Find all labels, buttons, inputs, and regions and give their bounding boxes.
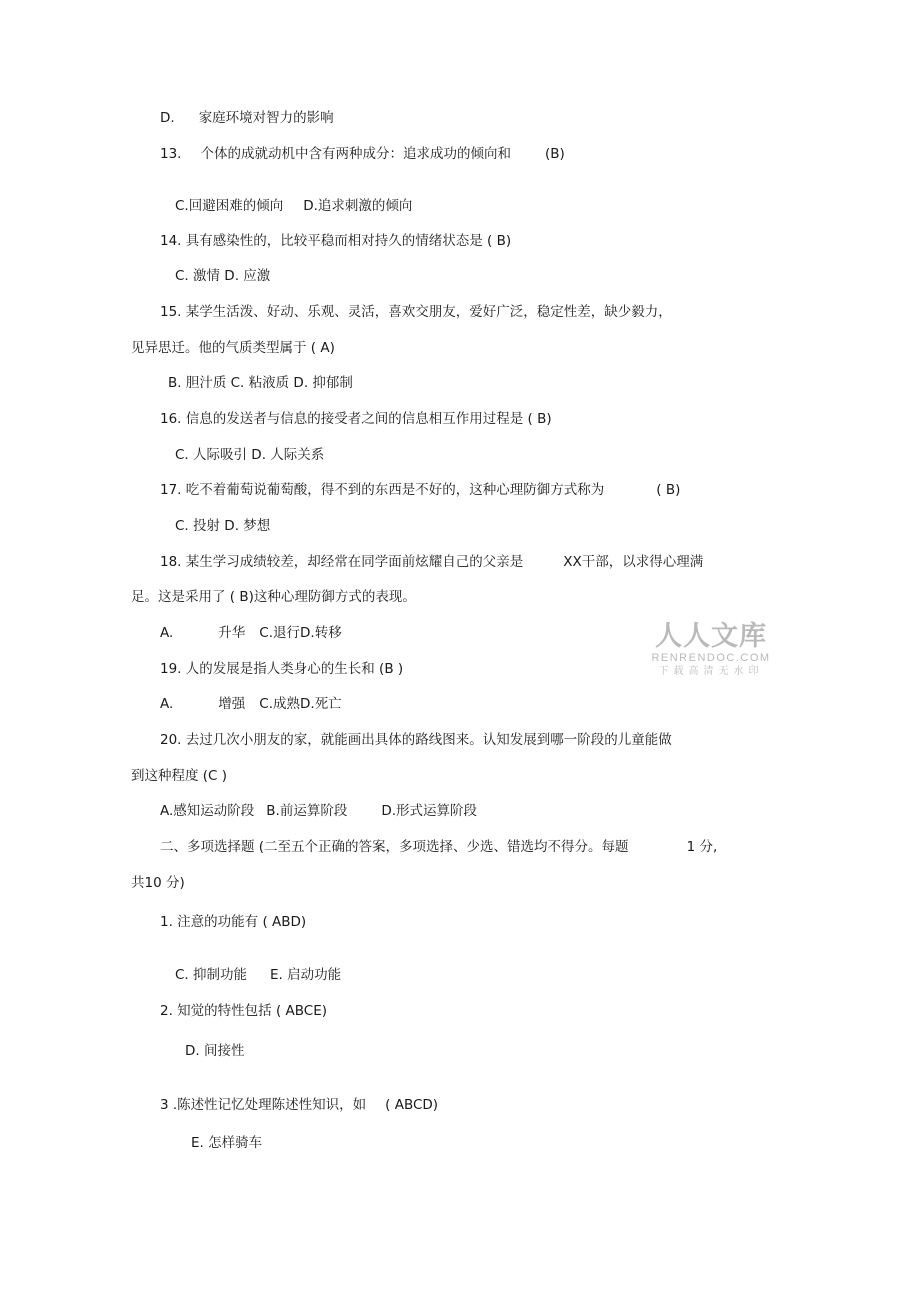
- multi-question-1: 1. 注意的功能有 ( ABD): [160, 914, 307, 930]
- options-line: C. 投射 D. 梦想: [175, 518, 271, 534]
- option-text: D.追求刺激的倾向: [303, 198, 413, 214]
- question-20-continued: 到这种程度 (C ): [131, 768, 228, 784]
- multi-question-3: [160, 1096, 438, 1114]
- option-letter: D.: [160, 110, 175, 126]
- option-text: C. 抑制功能: [175, 967, 248, 983]
- option-text: C.成熟D.死亡: [259, 696, 342, 712]
- options-line: C. 激情 D. 应激: [175, 268, 271, 284]
- options-line: C. 人际吸引 D. 人际关系: [175, 447, 325, 463]
- section-title: 二、多项选择题 (二至五个正确的答案，多项选择、少选、错选均不得分。每题: [160, 839, 629, 855]
- question-15: 15. 某学生活泼、好动、乐观、灵活，喜欢交朋友，爱好广泛，稳定性差，缺少毅力，: [160, 304, 672, 320]
- option-text: 家庭环境对智力的影响: [198, 110, 334, 126]
- question-text-continued: XX干部，以求得心理满: [563, 554, 704, 570]
- question-17: [160, 481, 680, 499]
- option-letter: A.: [160, 696, 174, 712]
- option-text: A.感知运动阶段: [160, 803, 255, 819]
- section-heading: [160, 838, 717, 856]
- option-text: 增强: [218, 696, 246, 712]
- watermark-subtitle: 下载高清无水印: [658, 666, 764, 677]
- option-text: B.前运算阶段: [266, 803, 348, 819]
- options-line: D. 间接性: [185, 1043, 245, 1059]
- options-line: B. 胆汁质 C. 粘液质 D. 抑郁制: [168, 375, 353, 391]
- watermark: [646, 622, 776, 678]
- question-text: 3 .陈述性记忆处理陈述性知识，如: [160, 1097, 367, 1113]
- option-line: [160, 109, 334, 127]
- question-20: 20. 去过几次小朋友的家，就能画出具体的路线图来。认知发展到哪一阶段的儿童能做: [160, 732, 672, 748]
- multi-question-2: 2. 知觉的特性包括 ( ABCE): [160, 1003, 328, 1019]
- section-heading-continued: 共10 分): [131, 875, 185, 891]
- question-16: 16. 信息的发送者与信息的接受者之间的信息相互作用过程是 ( B): [160, 411, 552, 427]
- watermark-url: RENRENDOC.COM: [651, 652, 771, 664]
- question-text: 个体的成就动机中含有两种成分：追求成功的倾向和: [200, 146, 511, 162]
- question-text: 17. 吃不着葡萄说葡萄酸，得不到的东西是不好的，这种心理防御方式称为: [160, 482, 605, 498]
- option-letter: A.: [160, 625, 174, 641]
- option-text: D.形式运算阶段: [381, 803, 478, 819]
- question-19: 19. 人的发展是指人类身心的生长和 (B ): [160, 661, 404, 677]
- option-text: 升华: [218, 625, 246, 641]
- options-line: E. 怎样骑车: [191, 1135, 263, 1151]
- options-line: [160, 802, 477, 820]
- option-text: C.退行D.转移: [259, 625, 342, 641]
- options-line: [175, 966, 341, 984]
- question-number: 13.: [160, 146, 182, 162]
- section-points: 1 分,: [686, 839, 718, 855]
- question-text: 18. 某生学习成绩较差，却经常在同学面前炫耀自己的父亲是: [160, 554, 524, 570]
- question-15-continued: 见异思迁。他的气质类型属于 ( A): [131, 340, 335, 356]
- answer: ( B): [656, 482, 681, 498]
- options-line: [175, 197, 412, 215]
- question-13: [160, 145, 565, 163]
- question-18: [160, 553, 703, 571]
- question-18-continued: 足。这是采用了 ( B)这种心理防御方式的表现。: [131, 589, 416, 605]
- question-14: 14. 具有感染性的，比较平稳而相对持久的情绪状态是 ( B): [160, 233, 512, 249]
- answer: (B): [544, 146, 565, 162]
- answer: ( ABCD): [385, 1097, 439, 1113]
- watermark-title: 人人文库: [655, 621, 767, 652]
- option-text: E. 启动功能: [270, 967, 342, 983]
- options-line: [160, 624, 342, 642]
- option-text: C.回避困难的倾向: [175, 198, 284, 214]
- options-line: [160, 695, 342, 713]
